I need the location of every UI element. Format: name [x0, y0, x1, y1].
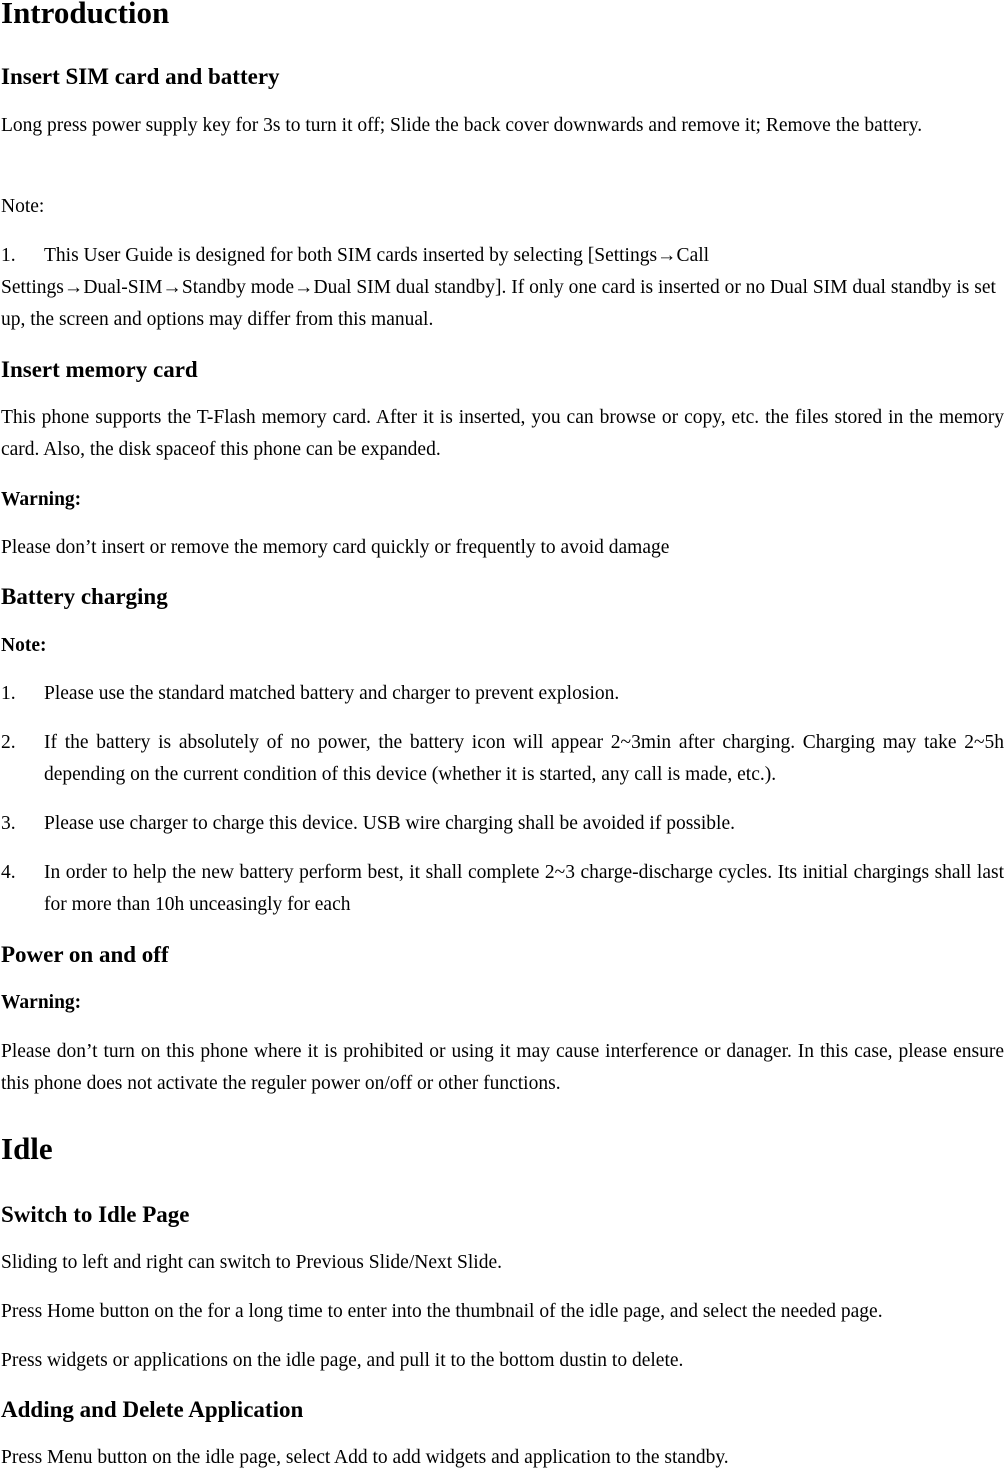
note-item-first-line: [1, 240, 1004, 272]
heading-switch-idle: Switch to Idle Page: [1, 1202, 190, 1227]
warning-text-memory: Please don’t insert or remove the memory card quickly or frequently to avoid damage: [1, 537, 670, 558]
section-title-idle: Idle: [1, 1131, 53, 1166]
list-item-text: Please use the standard matched battery and charger to prevent explosion.: [44, 683, 620, 704]
heading-adding-delete: Adding and Delete Application: [1, 1397, 304, 1422]
list-item-text: In order to help the new battery perform best, it shall complete 2~3 charge-discharge cycles. Its initial chargings shall last for more than 10h unceasingly for each: [44, 862, 1004, 915]
list-item-battery-1: [1, 678, 1004, 710]
list-item-text: If the battery is absolutely of no power, the battery icon will appear 2~3min after charging. Charging may take 2~5h depending on the current condition of this device (whether it is started, any call is made, etc.).: [44, 732, 1004, 785]
warning-label-memory: Warning:: [1, 489, 82, 510]
paragraph-delete-widgets: Press widgets or applications on the idle page, and pull it to the bottom dustin to delete.: [1, 1350, 684, 1371]
paragraph-sim-instructions: Long press power supply key for 3s to turn it off; Slide the back cover downwards and remove it; Remove the battery.: [1, 115, 923, 136]
list-item-number: 1.: [1, 683, 16, 704]
list-item-battery-3: [1, 808, 1004, 840]
note-label-sim: Note:: [1, 196, 45, 217]
heading-insert-memory: Insert memory card: [1, 357, 198, 382]
paragraph-switch-slides: Sliding to left and right can switch to Previous Slide/Next Slide.: [1, 1252, 502, 1273]
list-item-battery-4: [1, 857, 1004, 921]
list-item-number: 2.: [1, 732, 16, 753]
list-item-battery-2: [1, 727, 1004, 791]
warning-label-power: Warning:: [1, 992, 82, 1013]
paragraph-memory-card: This phone supports the T-Flash memory card. After it is inserted, you can browse or copy, etc. the files stored in the memory card. Also, the disk spaceof this phone can be expanded.: [1, 407, 1004, 460]
heading-insert-sim: Insert SIM card and battery: [1, 64, 280, 89]
list-item-text: Please use charger to charge this device. USB wire charging shall be avoided if possible.: [44, 813, 735, 834]
note-item-rest: Settings→Dual-SIM→Standby mode→Dual SIM dual standby]. If only one card is inserted or no Dual SIM dual standby is set up, the screen and options may differ from this manual.: [1, 277, 996, 330]
heading-power-on-off: Power on and off: [1, 942, 169, 967]
paragraph-home-thumbnail: Press Home button on the for a long time to enter into the thumbnail of the idle page, and select the needed page.: [1, 1301, 883, 1322]
paragraph-add-widgets: Press Menu button on the idle page, select Add to add widgets and application to the standby.: [1, 1447, 729, 1468]
note-item-sim: [1, 240, 1004, 336]
warning-text-power: Please don’t turn on this phone where it is prohibited or using it may cause interference or danager. In this case, please ensure this phone does not activate the reguler power on/off or other functions.: [1, 1041, 1004, 1094]
heading-battery-charging: Battery charging: [1, 584, 168, 609]
list-item-number: 4.: [1, 862, 16, 883]
section-title-introduction: Introduction: [1, 0, 170, 30]
note-item-number: 1.: [1, 245, 16, 266]
note-item-line1: This User Guide is designed for both SIM cards inserted by selecting [Settings→Call: [44, 245, 710, 266]
note-label-battery: Note:: [1, 635, 47, 656]
list-item-number: 3.: [1, 813, 16, 834]
